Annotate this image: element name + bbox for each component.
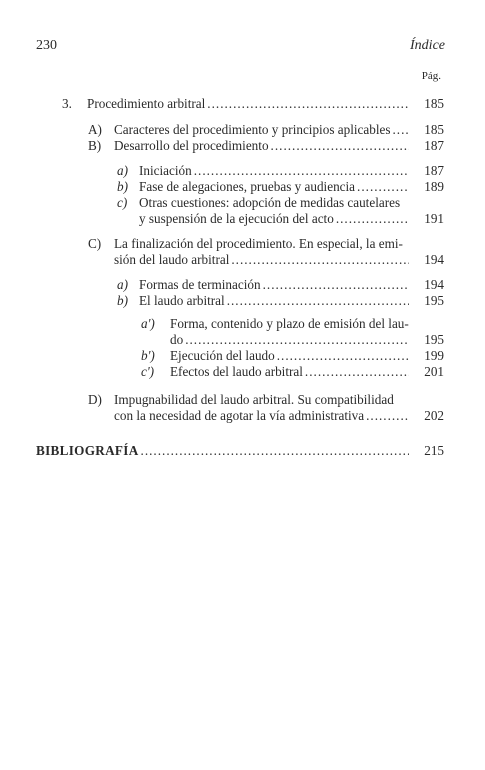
toc-page-number: 201 <box>424 364 444 379</box>
leader-dots <box>277 347 409 364</box>
toc-entry-title: La finalización del procedimiento. En especial, la emi- <box>114 236 403 251</box>
toc-entry-title: Procedimiento arbitral <box>87 96 206 111</box>
toc-page-number: 194 <box>424 252 444 267</box>
toc-entry-title: Caracteres del procedimiento y principios aplicables <box>114 122 391 137</box>
toc-page-number: 191 <box>424 211 444 226</box>
toc-entry-impugnabilidad[interactable] <box>114 407 409 424</box>
toc-entry-title: Fase de alegaciones, pruebas y audiencia <box>139 179 356 194</box>
toc-entry-procedimiento-arbitral[interactable] <box>87 95 409 112</box>
toc-entry-title-cont: do <box>170 332 184 347</box>
toc-entry-fase-alegaciones[interactable] <box>139 178 409 195</box>
leader-dots <box>357 178 409 195</box>
toc-entry-caracteres[interactable] <box>114 121 409 138</box>
leader-dots <box>392 121 409 138</box>
toc-marker: b') <box>141 348 155 363</box>
toc-entry-ejecucion[interactable] <box>170 347 409 364</box>
toc-page-number: 187 <box>424 163 444 178</box>
page-column-label: Pág. <box>421 70 441 82</box>
toc-entry-title: Formas de terminación <box>139 277 261 292</box>
toc-page-number: 202 <box>424 408 444 423</box>
toc-page-number: 187 <box>424 138 444 153</box>
toc-entry-finalizacion[interactable] <box>114 251 409 268</box>
leader-dots <box>336 210 409 227</box>
toc-entry-title-cont: sión del laudo arbitral <box>114 252 230 267</box>
leader-dots <box>263 276 409 293</box>
toc-entry-forma-contenido[interactable] <box>170 331 409 348</box>
toc-entry-title: Desarrollo del procedimiento <box>114 138 269 153</box>
leader-dots <box>194 162 409 179</box>
toc-marker: A) <box>88 122 102 137</box>
toc-marker: a) <box>117 163 128 178</box>
leader-dots <box>271 137 409 154</box>
toc-entry-title: El laudo arbitral <box>139 293 225 308</box>
toc-marker: C) <box>88 236 102 251</box>
toc-page-number: 215 <box>424 443 444 458</box>
toc-entry-title: Impugnabilidad del laudo arbitral. Su compatibilidad <box>114 392 394 407</box>
toc-marker: c') <box>141 364 155 379</box>
toc-page-number: 194 <box>424 277 444 292</box>
page-number: 230 <box>36 38 57 53</box>
leader-dots <box>185 331 409 348</box>
toc-entry-title: BIBLIOGRAFÍA <box>36 443 139 458</box>
toc-marker: B) <box>88 138 102 153</box>
toc-entry-bibliografia[interactable] <box>36 442 409 459</box>
toc-marker: a) <box>117 277 128 292</box>
toc-entry-formas-terminacion[interactable] <box>139 276 409 293</box>
toc-page-number: 195 <box>424 332 444 347</box>
toc-page-number: 185 <box>424 96 444 111</box>
toc-marker: c) <box>117 195 128 210</box>
toc-marker: b) <box>117 293 128 308</box>
toc-entry-desarrollo[interactable] <box>114 137 409 154</box>
toc-marker: b) <box>117 179 128 194</box>
leader-dots <box>227 292 409 309</box>
toc-entry-title: Iniciación <box>139 163 192 178</box>
leader-dots <box>305 363 409 380</box>
section-number: 3. <box>62 96 72 111</box>
leader-dots <box>366 407 409 424</box>
toc-marker: a') <box>141 316 155 331</box>
toc-entry-title: Ejecución del laudo <box>170 348 275 363</box>
toc-page-number: 195 <box>424 293 444 308</box>
toc-entry-title-cont: con la necesidad de agotar la vía administrativa <box>114 408 365 423</box>
toc-page-number: 199 <box>424 348 444 363</box>
toc-entry-title: Otras cuestiones: adopción de medidas cautelares <box>139 195 401 210</box>
toc-entry-otras-cuestiones[interactable] <box>139 210 409 227</box>
toc-marker: D) <box>88 392 102 407</box>
toc-entry-el-laudo[interactable] <box>139 292 409 309</box>
toc-page-number: 189 <box>424 179 444 194</box>
toc-page-number: 185 <box>424 122 444 137</box>
leader-dots <box>141 442 409 459</box>
toc-entry-title-cont: y suspensión de la ejecución del acto <box>139 211 334 226</box>
toc-entry-iniciacion[interactable] <box>139 162 409 179</box>
toc-entry-title: Efectos del laudo arbitral <box>170 364 303 379</box>
leader-dots <box>207 95 409 112</box>
leader-dots <box>231 251 409 268</box>
running-title: Índice <box>410 38 445 53</box>
toc-entry-title: Forma, contenido y plazo de emisión del lau- <box>170 316 409 331</box>
toc-entry-efectos[interactable] <box>170 363 409 380</box>
